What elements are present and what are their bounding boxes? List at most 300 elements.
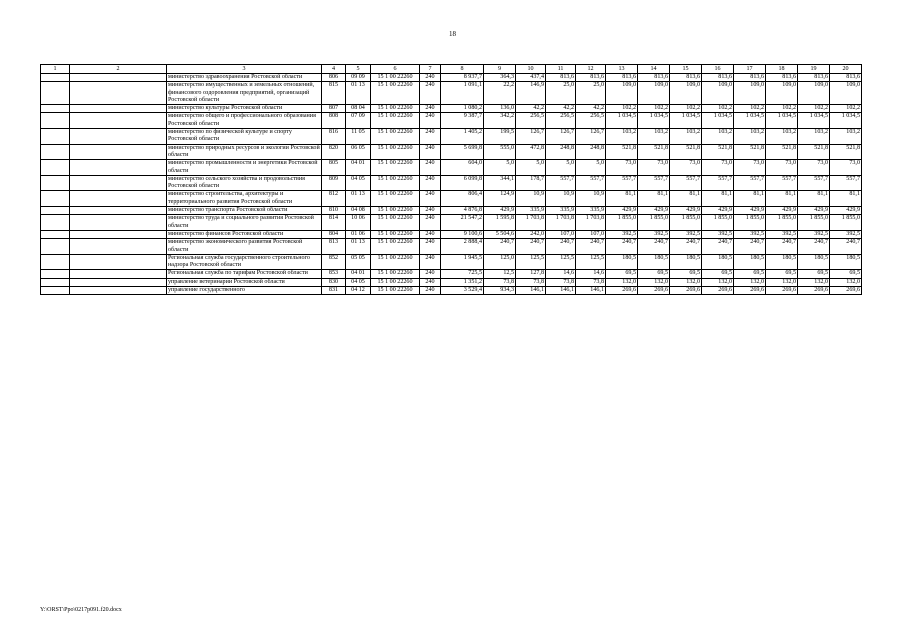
expense-type-cell: 240 [420, 144, 441, 160]
table-row [41, 160, 862, 176]
amount-cell: 813,6 [766, 74, 798, 82]
agency-name-cell: министерство культуры Ростовской области [167, 105, 322, 113]
amount-cell: 813,6 [576, 74, 606, 82]
amount-cell: 806,4 [441, 191, 484, 207]
amount-cell: 392,5 [734, 230, 766, 238]
section-code-cell: 04 05 [346, 175, 371, 191]
amount-cell: 1 855,0 [638, 215, 670, 231]
expense-type-cell: 240 [420, 270, 441, 278]
amount-cell: 437,4 [516, 74, 546, 82]
table-row [41, 254, 862, 270]
budget-table [40, 64, 862, 295]
amount-cell: 557,7 [638, 175, 670, 191]
empty-cell-col1 [41, 287, 70, 295]
amount-cell: 127,8 [516, 270, 546, 278]
footer-file-path: Y:\ORST\Ppo\0217p091.f20.docx [40, 607, 122, 613]
target-article-cell: 15 1 00 22260 [371, 129, 420, 145]
amount-cell: 557,7 [766, 175, 798, 191]
amount-cell: 240,7 [830, 239, 862, 255]
expense-type-cell: 240 [420, 175, 441, 191]
amount-cell: 73,0 [638, 160, 670, 176]
amount-cell: 69,5 [638, 270, 670, 278]
amount-cell: 3 529,4 [441, 287, 484, 295]
amount-cell: 132,0 [830, 278, 862, 286]
amount-cell: 103,2 [734, 129, 766, 145]
column-number-row [41, 65, 862, 74]
amount-cell: 429,9 [734, 207, 766, 215]
expense-type-cell: 240 [420, 239, 441, 255]
ministry-code-cell: 806 [322, 74, 346, 82]
amount-cell: 10,9 [576, 191, 606, 207]
column-number-header: 4 [322, 65, 346, 74]
ministry-code-cell: 830 [322, 278, 346, 286]
amount-cell: 73,0 [766, 160, 798, 176]
amount-cell: 73,0 [702, 160, 734, 176]
empty-cell-col1 [41, 113, 70, 129]
amount-cell: 813,6 [670, 74, 702, 82]
amount-cell: 5,0 [484, 160, 516, 176]
amount-cell: 240,7 [638, 239, 670, 255]
amount-cell: 199,5 [484, 129, 516, 145]
ministry-code-cell: 805 [322, 160, 346, 176]
amount-cell: 521,8 [734, 144, 766, 160]
amount-cell: 81,1 [734, 191, 766, 207]
empty-cell-col1 [41, 230, 70, 238]
amount-cell: 103,2 [670, 129, 702, 145]
amount-cell: 109,0 [638, 82, 670, 105]
amount-cell: 557,7 [798, 175, 830, 191]
column-number-header: 20 [830, 65, 862, 74]
amount-cell: 10,9 [546, 191, 576, 207]
amount-cell: 81,1 [830, 191, 862, 207]
ministry-code-cell: 804 [322, 230, 346, 238]
amount-cell: 102,2 [766, 105, 798, 113]
empty-cell-col1 [41, 278, 70, 286]
amount-cell: 73,8 [576, 278, 606, 286]
table-row [41, 215, 862, 231]
amount-cell: 557,7 [546, 175, 576, 191]
amount-cell: 557,7 [830, 175, 862, 191]
amount-cell: 109,0 [766, 82, 798, 105]
amount-cell: 429,9 [484, 207, 516, 215]
target-article-cell: 15 1 00 22260 [371, 270, 420, 278]
amount-cell: 1 855,0 [734, 215, 766, 231]
table-row [41, 74, 862, 82]
amount-cell: 1 034,5 [798, 113, 830, 129]
column-number-header: 19 [798, 65, 830, 74]
amount-cell: 4 876,8 [441, 207, 484, 215]
amount-cell: 256,5 [516, 113, 546, 129]
agency-name-cell: министерство имущественных и земельных отношений, финансового оздоровления предприятий, организаций Ростовской области [167, 82, 322, 105]
amount-cell: 109,0 [702, 82, 734, 105]
section-code-cell: 01 13 [346, 191, 371, 207]
agency-name-cell: министерство по физической культуре и спорту Ростовской области [167, 129, 322, 145]
amount-cell: 429,9 [830, 207, 862, 215]
amount-cell: 103,2 [702, 129, 734, 145]
column-number-header: 12 [576, 65, 606, 74]
amount-cell: 25,0 [576, 82, 606, 105]
amount-cell: 73,8 [484, 278, 516, 286]
expense-type-cell: 240 [420, 230, 441, 238]
amount-cell: 392,5 [766, 230, 798, 238]
amount-cell: 342,2 [484, 113, 516, 129]
agency-name-cell: министерство финансов Ростовской области [167, 230, 322, 238]
expense-type-cell: 240 [420, 278, 441, 286]
table-row [41, 270, 862, 278]
section-code-cell: 01 13 [346, 82, 371, 105]
ministry-code-cell: 813 [322, 239, 346, 255]
table-row [41, 191, 862, 207]
amount-cell: 73,0 [830, 160, 862, 176]
amount-cell: 472,8 [516, 144, 546, 160]
section-code-cell: 01 06 [346, 230, 371, 238]
amount-cell: 81,1 [798, 191, 830, 207]
section-code-cell: 04 12 [346, 287, 371, 295]
ministry-code-cell: 812 [322, 191, 346, 207]
amount-cell: 1 405,2 [441, 129, 484, 145]
table-row [41, 105, 862, 113]
amount-cell: 557,7 [606, 175, 638, 191]
amount-cell: 1 034,5 [670, 113, 702, 129]
amount-cell: 557,7 [734, 175, 766, 191]
amount-cell: 1 034,5 [638, 113, 670, 129]
amount-cell: 240,7 [702, 239, 734, 255]
amount-cell: 146,1 [546, 287, 576, 295]
empty-cell-col2 [70, 239, 167, 255]
amount-cell: 1 855,0 [606, 215, 638, 231]
amount-cell: 103,2 [606, 129, 638, 145]
amount-cell: 813,6 [798, 74, 830, 82]
amount-cell: 102,2 [734, 105, 766, 113]
page-number: 18 [449, 30, 456, 38]
amount-cell: 1 595,8 [484, 215, 516, 231]
ministry-code-cell: 816 [322, 129, 346, 145]
amount-cell: 392,5 [670, 230, 702, 238]
target-article-cell: 15 1 00 22260 [371, 113, 420, 129]
amount-cell: 242,0 [516, 230, 546, 238]
amount-cell: 521,8 [702, 144, 734, 160]
amount-cell: 1 080,2 [441, 105, 484, 113]
section-code-cell: 04 01 [346, 160, 371, 176]
expense-type-cell: 240 [420, 215, 441, 231]
ministry-code-cell: 815 [322, 82, 346, 105]
amount-cell: 521,8 [606, 144, 638, 160]
target-article-cell: 15 1 00 22260 [371, 254, 420, 270]
table-row [41, 230, 862, 238]
amount-cell: 146,1 [516, 287, 546, 295]
amount-cell: 240,7 [484, 239, 516, 255]
amount-cell: 1 351,2 [441, 278, 484, 286]
agency-name-cell: министерство строительства, архитектуры и территориального развития Ростовской области [167, 191, 322, 207]
amount-cell: 813,6 [606, 74, 638, 82]
empty-cell-col1 [41, 175, 70, 191]
amount-cell: 934,3 [484, 287, 516, 295]
amount-cell: 73,0 [798, 160, 830, 176]
agency-name-cell: Региональная служба по тарифам Ростовской области [167, 270, 322, 278]
amount-cell: 102,2 [670, 105, 702, 113]
amount-cell: 132,0 [670, 278, 702, 286]
amount-cell: 102,2 [830, 105, 862, 113]
empty-cell-col1 [41, 74, 70, 82]
column-number-header: 11 [546, 65, 576, 74]
amount-cell: 269,6 [766, 287, 798, 295]
expense-type-cell: 240 [420, 160, 441, 176]
amount-cell: 69,5 [766, 270, 798, 278]
amount-cell: 269,6 [606, 287, 638, 295]
expense-type-cell: 240 [420, 105, 441, 113]
expense-type-cell: 240 [420, 207, 441, 215]
target-article-cell: 15 1 00 22260 [371, 287, 420, 295]
section-code-cell: 10 06 [346, 215, 371, 231]
empty-cell-col1 [41, 105, 70, 113]
amount-cell: 14,6 [576, 270, 606, 278]
target-article-cell: 15 1 00 22260 [371, 230, 420, 238]
amount-cell: 429,9 [766, 207, 798, 215]
amount-cell: 256,5 [576, 113, 606, 129]
amount-cell: 180,5 [702, 254, 734, 270]
amount-cell: 429,9 [702, 207, 734, 215]
amount-cell: 557,7 [702, 175, 734, 191]
amount-cell: 1 034,5 [830, 113, 862, 129]
empty-cell-col1 [41, 82, 70, 105]
target-article-cell: 15 1 00 22260 [371, 160, 420, 176]
empty-cell-col2 [70, 160, 167, 176]
amount-cell: 555,0 [484, 144, 516, 160]
amount-cell: 126,7 [576, 129, 606, 145]
expense-type-cell: 240 [420, 113, 441, 129]
ministry-code-cell: 852 [322, 254, 346, 270]
amount-cell: 69,5 [670, 270, 702, 278]
amount-cell: 102,2 [798, 105, 830, 113]
empty-cell-col1 [41, 160, 70, 176]
amount-cell: 1 034,5 [734, 113, 766, 129]
empty-cell-col2 [70, 175, 167, 191]
amount-cell: 73,0 [734, 160, 766, 176]
amount-cell: 240,7 [670, 239, 702, 255]
empty-cell-col2 [70, 270, 167, 278]
amount-cell: 22,2 [484, 82, 516, 105]
amount-cell: 269,6 [670, 287, 702, 295]
agency-name-cell: министерство промышленности и энергетики Ростовской области [167, 160, 322, 176]
amount-cell: 248,8 [576, 144, 606, 160]
table-row [41, 175, 862, 191]
amount-cell: 69,5 [830, 270, 862, 278]
agency-name-cell: министерство экономического развития Ростовской области [167, 239, 322, 255]
empty-cell-col1 [41, 270, 70, 278]
amount-cell: 69,5 [702, 270, 734, 278]
agency-name-cell: министерство труда и социального развития Ростовской области [167, 215, 322, 231]
amount-cell: 269,6 [734, 287, 766, 295]
section-code-cell: 04 05 [346, 278, 371, 286]
amount-cell: 6 099,8 [441, 175, 484, 191]
amount-cell: 521,8 [798, 144, 830, 160]
empty-cell-col2 [70, 113, 167, 129]
section-code-cell: 04 01 [346, 270, 371, 278]
target-article-cell: 15 1 00 22260 [371, 175, 420, 191]
expense-type-cell: 240 [420, 82, 441, 105]
target-article-cell: 15 1 00 22260 [371, 82, 420, 105]
amount-cell: 107,0 [576, 230, 606, 238]
amount-cell: 813,6 [638, 74, 670, 82]
amount-cell: 107,0 [546, 230, 576, 238]
amount-cell: 180,5 [798, 254, 830, 270]
amount-cell: 21 547,2 [441, 215, 484, 231]
column-number-header: 14 [638, 65, 670, 74]
amount-cell: 109,0 [798, 82, 830, 105]
column-number-header: 16 [702, 65, 734, 74]
section-code-cell: 08 04 [346, 105, 371, 113]
amount-cell: 180,5 [734, 254, 766, 270]
amount-cell: 126,7 [516, 129, 546, 145]
amount-cell: 392,5 [830, 230, 862, 238]
amount-cell: 132,0 [606, 278, 638, 286]
amount-cell: 125,5 [546, 254, 576, 270]
amount-cell: 69,5 [798, 270, 830, 278]
amount-cell: 604,0 [441, 160, 484, 176]
section-code-cell: 09 09 [346, 74, 371, 82]
section-code-cell: 11 05 [346, 129, 371, 145]
agency-name-cell: управление ветеринарии Ростовской области [167, 278, 322, 286]
amount-cell: 12,5 [484, 270, 516, 278]
amount-cell: 1 855,0 [798, 215, 830, 231]
agency-name-cell: министерство сельского хозяйства и продовольствия Ростовской области [167, 175, 322, 191]
amount-cell: 5 699,8 [441, 144, 484, 160]
table-row [41, 129, 862, 145]
amount-cell: 1 091,1 [441, 82, 484, 105]
amount-cell: 14,6 [546, 270, 576, 278]
amount-cell: 180,5 [766, 254, 798, 270]
amount-cell: 1 855,0 [830, 215, 862, 231]
target-article-cell: 15 1 00 22260 [371, 207, 420, 215]
expense-type-cell: 240 [420, 191, 441, 207]
target-article-cell: 15 1 00 22260 [371, 191, 420, 207]
empty-cell-col2 [70, 74, 167, 82]
section-code-cell: 04 08 [346, 207, 371, 215]
amount-cell: 813,6 [546, 74, 576, 82]
amount-cell: 73,8 [516, 278, 546, 286]
table-row [41, 287, 862, 295]
amount-cell: 126,7 [546, 129, 576, 145]
amount-cell: 269,6 [638, 287, 670, 295]
column-number-header: 13 [606, 65, 638, 74]
amount-cell: 103,2 [830, 129, 862, 145]
amount-cell: 269,6 [830, 287, 862, 295]
empty-cell-col1 [41, 239, 70, 255]
ministry-code-cell: 809 [322, 175, 346, 191]
agency-name-cell: министерство природных ресурсов и экологии Ростовской области [168, 144, 320, 158]
amount-cell: 69,5 [734, 270, 766, 278]
column-number-header: 7 [420, 65, 441, 74]
amount-cell: 813,6 [830, 74, 862, 82]
column-number-header: 6 [371, 65, 420, 74]
empty-cell-col2 [70, 278, 167, 286]
ministry-code-cell: 810 [322, 207, 346, 215]
amount-cell: 146,9 [516, 82, 546, 105]
amount-cell: 392,5 [638, 230, 670, 238]
amount-cell: 335,9 [576, 207, 606, 215]
amount-cell: 557,7 [576, 175, 606, 191]
table-row [41, 278, 862, 286]
ministry-code-cell: 820 [322, 144, 346, 160]
target-article-cell: 15 1 00 22260 [371, 105, 420, 113]
amount-cell: 102,2 [638, 105, 670, 113]
amount-cell: 269,6 [702, 287, 734, 295]
amount-cell: 103,2 [638, 129, 670, 145]
empty-cell-col2 [70, 105, 167, 113]
amount-cell: 557,7 [670, 175, 702, 191]
amount-cell: 392,5 [798, 230, 830, 238]
column-number-header: 17 [734, 65, 766, 74]
target-article-cell: 15 1 00 22260 [371, 215, 420, 231]
amount-cell: 73,0 [606, 160, 638, 176]
ministry-code-cell: 831 [322, 287, 346, 295]
amount-cell: 1 855,0 [766, 215, 798, 231]
empty-cell-col1 [41, 191, 70, 207]
amount-cell: 813,6 [734, 74, 766, 82]
amount-cell: 81,1 [606, 191, 638, 207]
amount-cell: 102,2 [606, 105, 638, 113]
amount-cell: 125,5 [516, 254, 546, 270]
agency-name-cell: Региональная служба государственного строительного надзора Ростовской области [167, 254, 322, 270]
amount-cell: 180,5 [638, 254, 670, 270]
table-row [41, 82, 862, 105]
target-article-cell: 15 1 00 22260 [371, 278, 420, 286]
agency-name-cell: министерство здравоохранения Ростовской области [167, 74, 322, 82]
amount-cell: 240,7 [516, 239, 546, 255]
amount-cell: 240,7 [576, 239, 606, 255]
amount-cell: 1 703,8 [576, 215, 606, 231]
amount-cell: 178,7 [516, 175, 546, 191]
amount-cell: 429,9 [638, 207, 670, 215]
amount-cell: 5,0 [576, 160, 606, 176]
amount-cell: 240,7 [606, 239, 638, 255]
target-article-cell: 15 1 00 22260 [371, 239, 420, 255]
empty-cell-col2 [70, 144, 167, 160]
amount-cell: 240,7 [546, 239, 576, 255]
ministry-code-cell: 814 [322, 215, 346, 231]
amount-cell: 132,0 [766, 278, 798, 286]
expense-type-cell: 240 [420, 254, 441, 270]
amount-cell: 335,9 [546, 207, 576, 215]
table-body [41, 74, 862, 295]
amount-cell: 109,0 [670, 82, 702, 105]
amount-cell: 42,2 [516, 105, 546, 113]
amount-cell: 1 945,5 [441, 254, 484, 270]
target-article-cell: 15 1 00 22260 [371, 74, 420, 82]
amount-cell: 146,1 [576, 287, 606, 295]
column-number-header: 1 [41, 65, 70, 74]
column-number-header: 2 [70, 65, 167, 74]
expense-type-cell: 240 [420, 287, 441, 295]
agency-name-cell: министерство транспорта Ростовской области [167, 207, 322, 215]
amount-cell: 132,0 [798, 278, 830, 286]
amount-cell: 9 387,7 [441, 113, 484, 129]
empty-cell-col2 [70, 254, 167, 270]
empty-cell-col1 [41, 215, 70, 231]
empty-cell-col2 [70, 207, 167, 215]
empty-cell-col1 [41, 144, 70, 160]
amount-cell: 1 855,0 [670, 215, 702, 231]
empty-cell-col2 [70, 230, 167, 238]
section-code-cell: 07 09 [346, 113, 371, 129]
empty-cell-col2 [70, 129, 167, 145]
amount-cell: 25,0 [546, 82, 576, 105]
amount-cell: 69,5 [606, 270, 638, 278]
column-number-header: 18 [766, 65, 798, 74]
amount-cell: 5 504,6 [484, 230, 516, 238]
amount-cell: 813,6 [702, 74, 734, 82]
section-code-cell: 01 13 [346, 239, 371, 255]
